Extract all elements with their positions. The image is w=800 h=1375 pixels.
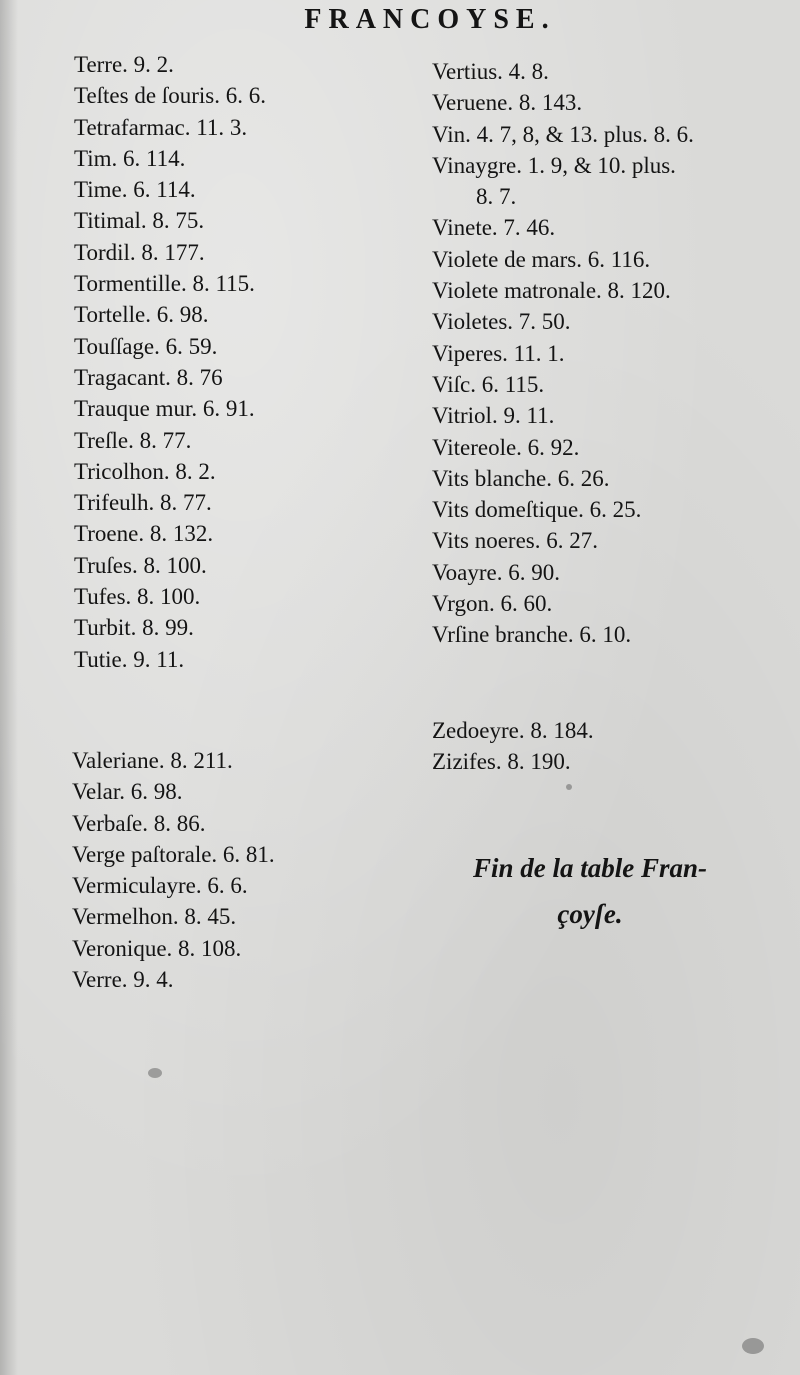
colophon bbox=[440, 845, 740, 937]
index-column-left-t bbox=[74, 49, 266, 675]
index-entry: Terre. 9. 2. bbox=[74, 52, 174, 77]
index-entry: Voayre. 6. 90. bbox=[432, 559, 560, 585]
ink-speck bbox=[742, 1338, 764, 1354]
index-entry: Truſes. 8. 100. bbox=[74, 552, 207, 578]
index-entry: Treſle. 8. 77. bbox=[74, 427, 192, 453]
index-entry: Trifeulh. 8. 77. bbox=[74, 490, 212, 516]
index-entry: Vitriol. 9. 11. bbox=[432, 403, 555, 429]
index-entry: Vermiculayre. 6. 6. bbox=[72, 873, 248, 899]
index-entry: Veronique. 8. 108. bbox=[72, 935, 242, 961]
index-entry: Vits domeſtique. 6. 25. bbox=[432, 497, 642, 523]
index-column-right-v bbox=[432, 56, 694, 651]
index-entry: Vertius. 4. 8. bbox=[432, 59, 549, 84]
index-entry: Viſc. 6. 115. bbox=[432, 371, 545, 397]
index-entry: Vits noeres. 6. 27. bbox=[432, 528, 598, 554]
index-entry: Turbit. 8. 99. bbox=[74, 615, 194, 641]
index-entry: Violetes. 7. 50. bbox=[432, 309, 571, 335]
index-entry: Veruene. 8. 143. bbox=[432, 90, 583, 116]
index-entry: Tim. 6. 114. bbox=[74, 145, 186, 171]
index-entry: Verbaſe. 8. 86. bbox=[72, 810, 206, 836]
index-entry: Tufes. 8. 100. bbox=[74, 584, 201, 610]
ink-speck bbox=[566, 784, 572, 790]
index-entry: Verre. 9. 4. bbox=[72, 967, 174, 993]
index-entry-continuation: 8. 7. bbox=[476, 184, 517, 210]
index-entry: Vinaygre. 1. 9, & 10. plus. bbox=[432, 152, 676, 178]
index-entry: Vin. 4. 7, 8, & 13. plus. 8. 6. bbox=[432, 121, 694, 147]
index-entry: Vits blanche. 6. 26. bbox=[432, 465, 610, 491]
index-entry: Vrſine branche. 6. 10. bbox=[432, 622, 632, 648]
colophon-line: çoyſe. bbox=[557, 899, 623, 929]
index-entry: Violete de mars. 6. 116. bbox=[432, 246, 651, 272]
index-entry: Tragacant. 8. 76 bbox=[74, 364, 223, 390]
index-entry: Vermelhon. 8. 45. bbox=[72, 904, 237, 930]
index-entry: Touſſage. 6. 59. bbox=[74, 333, 218, 359]
index-entry: Tricolhon. 8. 2. bbox=[74, 458, 216, 484]
index-entry: Vinete. 7. 46. bbox=[432, 215, 556, 241]
index-entry: Valeriane. 8. 211. bbox=[72, 748, 233, 773]
index-entry: Tutie. 9. 11. bbox=[74, 646, 185, 672]
index-entry: Trauque mur. 6. 91. bbox=[74, 396, 255, 422]
index-entry: Tormentille. 8. 115. bbox=[74, 271, 255, 297]
index-entry: Tortelle. 6. 98. bbox=[74, 302, 209, 328]
index-entry: Violete matronale. 8. 120. bbox=[432, 278, 671, 304]
index-entry: Tordil. 8. 177. bbox=[74, 239, 205, 265]
index-entry: Viperes. 11. 1. bbox=[432, 340, 565, 366]
index-entry: Titimal. 8. 75. bbox=[74, 208, 205, 234]
index-entry: Zedoeyre. 8. 184. bbox=[432, 718, 594, 743]
index-column-right-z bbox=[432, 715, 594, 778]
index-entry: Troene. 8. 132. bbox=[74, 521, 214, 547]
index-column-left-v bbox=[72, 745, 275, 995]
index-entry: Teſtes de ſouris. 6. 6. bbox=[74, 83, 266, 109]
index-entry: Tetrafarmac. 11. 3. bbox=[74, 114, 248, 140]
colophon-line: Fin de la table Fran- bbox=[472, 853, 708, 883]
index-entry: Verge paſtorale. 6. 81. bbox=[72, 841, 275, 867]
index-entry: Vrgon. 6. 60. bbox=[432, 591, 553, 617]
ink-speck bbox=[148, 1068, 162, 1078]
index-entry: Velar. 6. 98. bbox=[72, 779, 183, 805]
index-entry: Time. 6. 114. bbox=[74, 177, 196, 203]
running-head: FRANCOYSE. bbox=[304, 4, 556, 35]
index-entry: Vitereole. 6. 92. bbox=[432, 434, 580, 460]
index-entry: Zizifes. 8. 190. bbox=[432, 749, 571, 775]
